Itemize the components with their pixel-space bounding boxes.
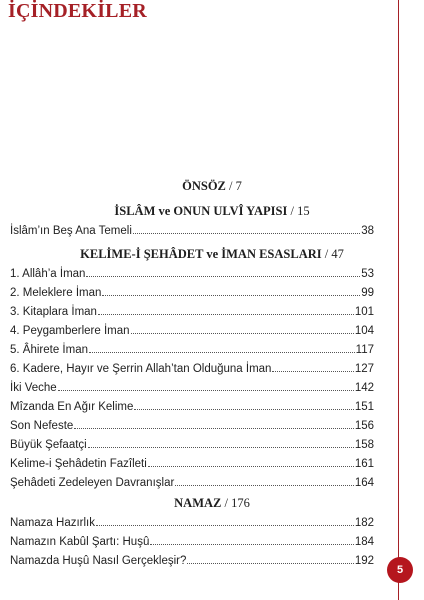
- entry-page: 117: [355, 344, 374, 356]
- toc-entry[interactable]: [10, 473, 374, 489]
- toc-entry[interactable]: [10, 397, 374, 413]
- dot-leader: [58, 389, 354, 391]
- dot-leader: [133, 232, 360, 234]
- dot-leader: [88, 446, 354, 448]
- toc-entry[interactable]: [10, 359, 374, 375]
- entry-label: Büyük Şefaatçi: [10, 439, 87, 451]
- page-title: İÇİNDEKİLER: [8, 0, 147, 22]
- toc-entry[interactable]: [10, 435, 374, 451]
- dot-leader: [131, 332, 354, 334]
- toc-entry[interactable]: [10, 340, 374, 356]
- entry-page: 127: [354, 363, 374, 375]
- dot-leader: [89, 351, 355, 353]
- entry-page: 142: [354, 382, 374, 394]
- section-heading-islam: İSLÂM ve ONUN ULVÎ YAPISI / 15: [114, 204, 310, 218]
- entry-page: 164: [354, 477, 374, 489]
- dot-leader: [86, 275, 360, 277]
- entry-label: 6. Kadere, Hayır ve Şerrin Allah’tan Olduğuna İman: [10, 363, 272, 375]
- dot-leader: [272, 370, 353, 372]
- section-heading-kelime: KELİME-İ ŞEHÂDET ve İMAN ESASLARI / 47: [80, 247, 344, 261]
- entry-page: 101: [354, 306, 374, 318]
- entry-page: 53: [361, 268, 374, 280]
- entry-page: 99: [361, 287, 374, 299]
- entry-label: Mîzanda En Ağır Kelime: [10, 401, 134, 413]
- toc-entry[interactable]: [10, 321, 374, 337]
- entry-page: 158: [354, 439, 374, 451]
- entry-label: 2. Meleklere İman: [10, 287, 102, 299]
- toc-entry[interactable]: [10, 513, 374, 529]
- section-heading-namaz: NAMAZ / 176: [174, 496, 250, 510]
- entry-page: 161: [354, 458, 374, 470]
- toc-entry[interactable]: [10, 221, 374, 237]
- entry-label: Şehâdeti Zedeleyen Davranışlar: [10, 477, 175, 489]
- entry-page: 184: [354, 536, 374, 548]
- entry-label: İki Veche: [10, 382, 57, 394]
- entry-page: 104: [354, 325, 374, 337]
- toc-entry[interactable]: [10, 551, 374, 567]
- entry-page: 182: [354, 517, 374, 529]
- entry-label: Namazın Kabûl Şartı: Huşû: [10, 536, 150, 548]
- dot-leader: [148, 465, 354, 467]
- toc-entry[interactable]: [10, 416, 374, 432]
- entry-label: 3. Kitaplara İman: [10, 306, 97, 318]
- dot-leader: [187, 562, 353, 564]
- toc-entry[interactable]: [10, 378, 374, 394]
- toc-entry[interactable]: [10, 532, 374, 548]
- toc-entry[interactable]: [10, 283, 374, 299]
- dot-leader: [134, 408, 353, 410]
- page-number-badge: 5: [387, 557, 413, 583]
- toc-entry[interactable]: [10, 302, 374, 318]
- toc-entry[interactable]: [10, 264, 374, 280]
- dot-leader: [98, 313, 354, 315]
- entry-label: İslâm’ın Beş Ana Temeli: [10, 225, 132, 237]
- dot-leader: [96, 524, 354, 526]
- toc-entry[interactable]: [10, 454, 374, 470]
- entry-label: Namaza Hazırlık: [10, 517, 95, 529]
- entry-label: Son Nefeste: [10, 420, 74, 432]
- dot-leader: [74, 427, 354, 429]
- entry-page: 192: [354, 555, 374, 567]
- entry-page: 38: [361, 225, 374, 237]
- dot-leader: [102, 294, 360, 296]
- dot-leader: [150, 543, 353, 545]
- entry-page: 151: [354, 401, 374, 413]
- entry-label: 1. Allâh’a İman: [10, 268, 86, 280]
- entry-label: Namazda Huşû Nasıl Gerçekleşir?: [10, 555, 187, 567]
- entry-page: 156: [354, 420, 374, 432]
- entry-label: Kelime-i Şehâdetin Fazîleti: [10, 458, 147, 470]
- entry-label: 5. Âhirete İman: [10, 344, 88, 356]
- entry-label: 4. Peygamberlere İman: [10, 325, 130, 337]
- dot-leader: [175, 484, 354, 486]
- section-heading-onsoz: ÖNSÖZ / 7: [182, 179, 242, 193]
